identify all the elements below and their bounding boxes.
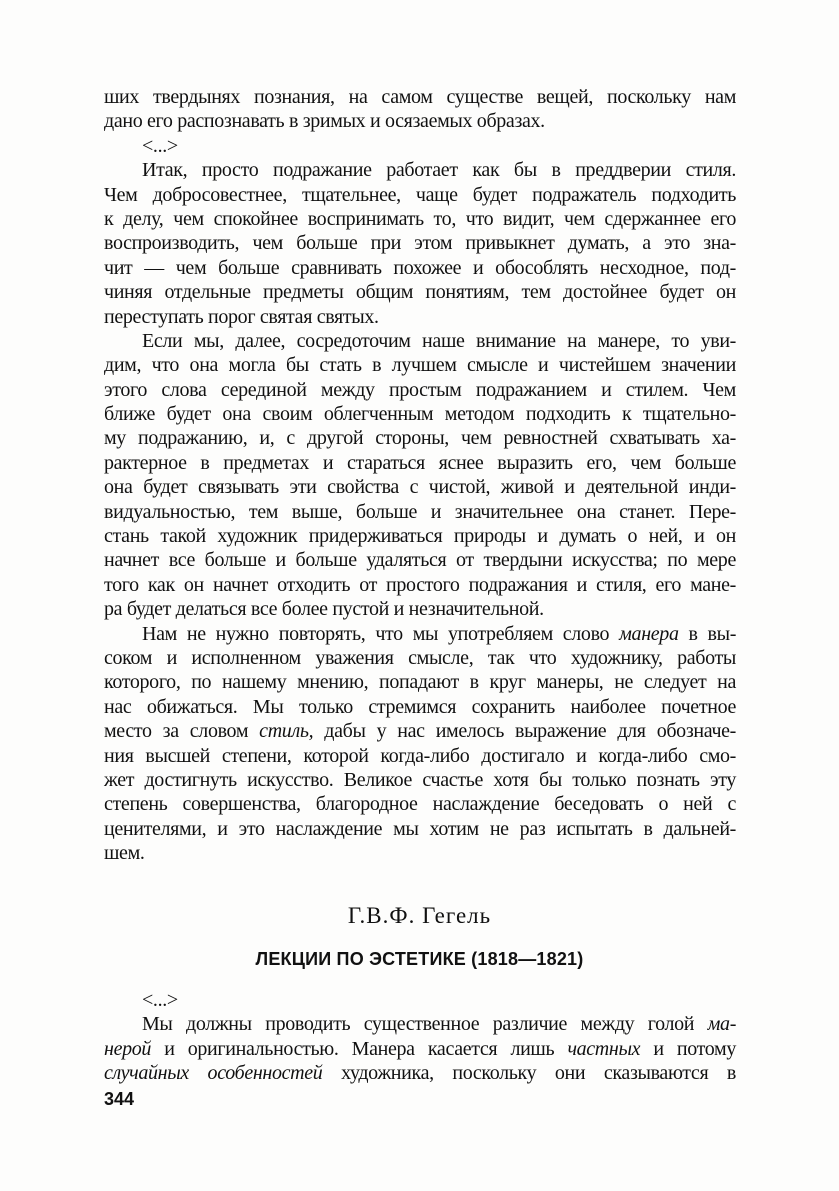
- text-line: дим, что она могла бы стать в лучшем смысле и чистейшем значении: [104, 354, 736, 377]
- text-line: [104, 1012, 736, 1036]
- text-line: того как он начнет отходить от простого подражания и стиля, его мане-: [104, 573, 736, 596]
- text-fragment: место за словом: [104, 720, 249, 743]
- omission-mark: <...>: [142, 989, 178, 1011]
- text-line: к делу, чем спокойнее воспринимать то, что видит, чем сдержаннее его: [104, 207, 736, 230]
- text-line: нас обижаться. Мы только стремимся сохранить наиболее почетное: [104, 695, 736, 718]
- emphasis-manera-2: нерой: [104, 1037, 152, 1060]
- text-line: воспроизводить, чем больше при этом привыкнет думать, а это зна-: [104, 232, 736, 255]
- text-line: [104, 719, 736, 743]
- text-line: дано его распознавать в зримых и осязаемых образах.: [104, 110, 545, 133]
- emphasis-stil: стиль,: [259, 720, 314, 743]
- emphasis-manera-1: ма-: [707, 1013, 736, 1036]
- text-fragment: в вы-: [688, 622, 737, 645]
- text-line: которого, по нашему мнению, попадают в круг манеры, не следует на: [104, 671, 736, 694]
- text-line: му подражанию, и, с другой стороны, чем ревностней схватывать ха-: [104, 427, 736, 450]
- omission-mark: <...>: [142, 134, 178, 157]
- text-line: этого слова серединой между простым подражанием и стилем. Чем: [104, 378, 736, 401]
- text-line: чиняя отдельные предметы общим понятиям, тем достойнее будет он: [104, 281, 736, 304]
- text-line: она будет связывать эти свойства с чистой, живой и деятельной инди-: [104, 476, 736, 499]
- text-line: Чем добросовестнее, тщательнее, чаще будет подражатель подходить: [104, 183, 736, 206]
- text-line: видуальностью, тем выше, больше и значительнее она станет. Пере-: [104, 500, 736, 523]
- text-line: ближе будет она своим облегченным методом подходить к тщательно-: [104, 403, 736, 426]
- text-line: [104, 1061, 736, 1085]
- text-fragment: и потому: [653, 1037, 736, 1060]
- emphasis-chastnyh: частных: [567, 1037, 641, 1060]
- text-fragment: и оригинальностью. Манера касается лишь: [164, 1037, 555, 1060]
- text-line: начнет все больше и больше удаляться от твердыни искусства; по мере: [104, 549, 736, 572]
- text-line: [104, 622, 736, 646]
- text-fragment: Мы должны проводить существенное различие между голой: [142, 1013, 695, 1036]
- text-line: ших твердынях познания, на самом существе вещей, поскольку нам: [104, 86, 736, 108]
- text-line: ра будет делаться все более пустой и незначительной.: [104, 598, 544, 621]
- text-line: ния высшей степени, которой когда-либо достигало и когда-либо смо-: [104, 744, 736, 767]
- text-line: чит — чем больше сравнивать похожее и обособлять несходное, под-: [104, 256, 736, 279]
- text-line: степень совершенства, благородное наслаждение беседовать о ней с: [104, 793, 736, 816]
- text-fragment: дабы у нас имелось выражение для обозначе-: [324, 720, 736, 743]
- text-line: переступать порог святая святых.: [104, 305, 379, 328]
- essay-text-hegel: [104, 988, 736, 1086]
- text-line: Если мы, далее, сосредоточим наше внимание на манере, то уви-: [142, 329, 736, 352]
- essay-text-goethe: [104, 85, 736, 866]
- text-line: рактерное в предметах и стараться яснее выразить его, чем больше: [104, 451, 736, 474]
- emphasis-sluchaynyh: случайных особенностей: [104, 1062, 323, 1085]
- text-line: Итак, просто подражание работает как бы в преддверии стиля.: [142, 159, 736, 182]
- text-fragment: Нам не нужно повторять, что мы употребляем слово: [142, 622, 610, 645]
- author-heading: Г.В.Ф. Гегель: [347, 903, 492, 928]
- text-fragment: художника, поскольку они сказываются в: [341, 1062, 736, 1085]
- emphasis-manera: манера: [619, 622, 679, 645]
- text-line: жет достигнуть искусство. Великое счастье хотя бы только познать эту: [104, 768, 736, 791]
- section-title: ЛЕКЦИИ ПО ЭСТЕТИКЕ (1818—1821): [255, 949, 584, 969]
- text-line: ценителями, и это наслаждение мы хотим не раз испытать в дальней-: [104, 817, 736, 840]
- text-line: стань такой художник придерживаться природы и думать о ней, и он: [104, 525, 736, 548]
- text-line: соком и исполненном уважения смысле, так что художнику, работы: [104, 646, 736, 669]
- page-number: 344: [104, 1089, 135, 1109]
- text-line: шем.: [104, 842, 145, 865]
- text-line: [104, 1037, 736, 1061]
